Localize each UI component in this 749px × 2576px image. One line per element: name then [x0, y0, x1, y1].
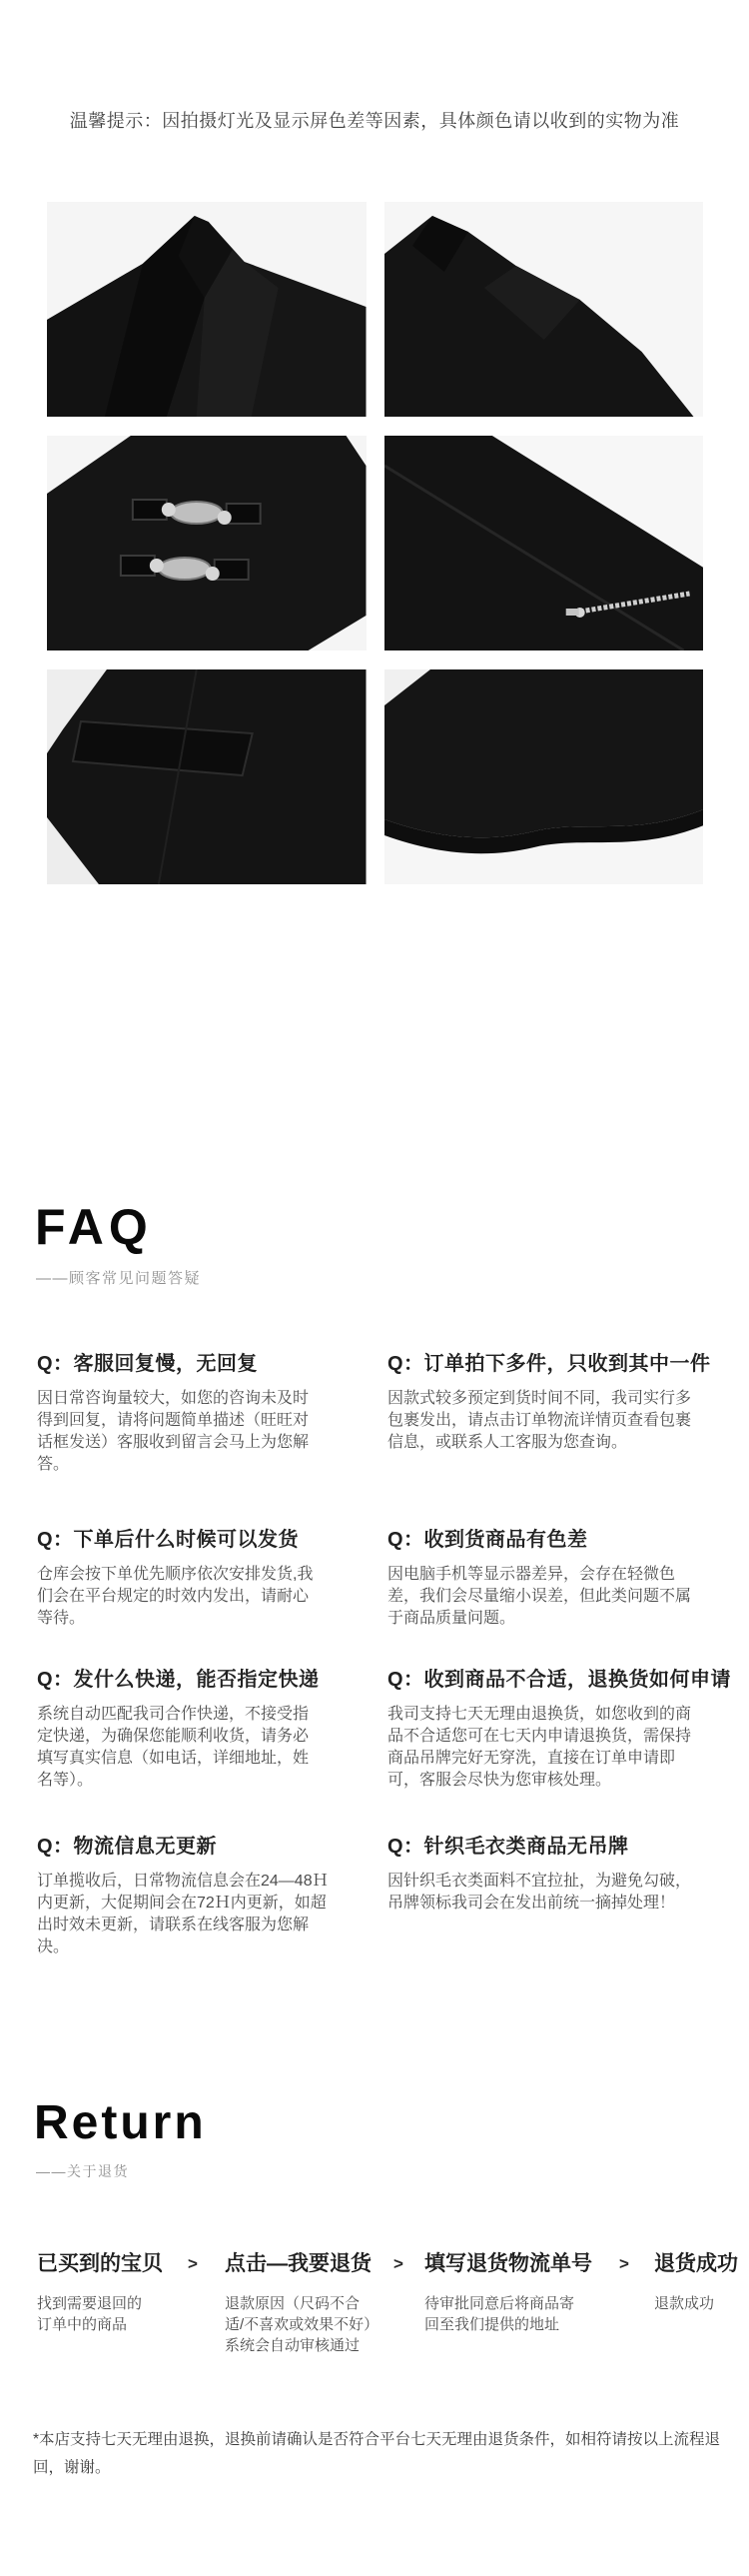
faq-answer: 因针织毛衣类面料不宜拉扯，为避免勾破，吊牌领标我司会在发出前统一摘掉处理！ — [387, 1873, 692, 1912]
faq-item — [387, 1351, 711, 1454]
product-photo-lapel-collar — [47, 202, 367, 417]
faq-item — [387, 1834, 697, 1915]
step-arrow-icon: > — [619, 2254, 629, 2273]
return-heading: Return — [34, 2096, 207, 2149]
faq-question: Q：客服回复慢，无回复 — [37, 1353, 259, 1375]
return-step-title: 点击—我要退货 — [225, 2252, 372, 2275]
faq-answer: 因电脑手机等显示器差异，会存在轻微色差，我们会尽量缩小误差，但此类问题不属于商品质量问题。 — [387, 1566, 692, 1627]
faq-item — [387, 1527, 697, 1630]
return-step-desc: 退款成功 — [654, 2295, 715, 2312]
return-step-title: 填写退货物流单号 — [424, 2252, 592, 2275]
step-arrow-icon: > — [393, 2254, 403, 2273]
product-photo-grid — [47, 202, 703, 884]
back-hem-illustration — [384, 669, 704, 884]
color-difference-notice: 温馨提示：因拍摄灯光及显示屏色差等因素，具体颜色请以收到的实物为准 — [69, 111, 680, 131]
metal-clasps-illustration — [47, 436, 367, 650]
faq-question: Q：物流信息无更新 — [37, 1836, 218, 1858]
faq-item — [387, 1667, 732, 1792]
faq-question: Q：收到商品不合适，退换货如何申请 — [387, 1669, 732, 1691]
product-photo-shoulder — [384, 202, 704, 417]
faq-item — [37, 1834, 337, 1958]
product-photo-back-hem — [384, 669, 704, 884]
return-step-2 — [225, 2251, 374, 2356]
pocket-flap-illustration — [47, 669, 367, 884]
faq-question: Q：针织毛衣类商品无吊牌 — [387, 1836, 629, 1858]
faq-answer: 我司支持七天无理由退换货，如您收到的商品不合适您可在七天内申请退换货，需保持商品吊牌完好无穿洗，直接在订单申请即可，客服会尽快为您审核处理。 — [387, 1706, 692, 1789]
return-step-4 — [654, 2251, 746, 2314]
step-arrow-icon: > — [188, 2254, 198, 2273]
return-step-3 — [424, 2251, 592, 2335]
product-photo-sleeve-zipper — [384, 436, 704, 650]
faq-question: Q：下单后什么时候可以发货 — [37, 1529, 300, 1551]
return-step-desc: 找到需要退回的订单中的商品 — [37, 2295, 143, 2333]
return-policy-note: *本店支持七天无理由退换，退换前请确认是否符合平台七天无理由退货条件，如相符请按以上流程退回，谢谢。 — [33, 2431, 721, 2476]
return-subtitle: ——关于退货 — [36, 2163, 129, 2179]
return-step-desc: 待审批同意后将商品寄回至我们提供的地址 — [424, 2295, 575, 2333]
sleeve-zipper-illustration — [384, 436, 704, 650]
faq-heading: FAQ — [35, 1199, 153, 1255]
faq-answer: 因日常咨询量较大，如您的咨询未及时得到回复，请将问题简单描述（旺旺对话框发送）客服收到留言会马上为您解答。 — [37, 1390, 310, 1473]
faq-item — [37, 1527, 322, 1630]
product-photo-metal-clasps — [47, 436, 367, 650]
faq-answer: 仓库会按下单优先顺序依次安排发货,我们会在平台规定的时效内发出，请耐心等待。 — [37, 1566, 314, 1627]
faq-answer: 系统自动匹配我司合作快递，不接受指定快递，为确保您能顺利收货，请务必填写真实信息（如电话，详细地址，姓名等）。 — [37, 1706, 310, 1789]
return-step-1 — [37, 2251, 163, 2335]
faq-item — [37, 1667, 322, 1792]
faq-question: Q：收到货商品有色差 — [387, 1529, 588, 1551]
return-step-title: 已买到的宝贝 — [37, 2252, 163, 2275]
shoulder-illustration — [384, 202, 704, 417]
faq-subtitle: ——顾客常见问题答疑 — [36, 1270, 202, 1287]
product-photo-pocket-flap — [47, 669, 367, 884]
return-step-title: 退货成功 — [654, 2252, 738, 2275]
faq-question: Q：发什么快递，能否指定快递 — [37, 1669, 320, 1691]
faq-answer: 因款式较多预定到货时间不同，我司实行多包裹发出，请点击订单物流详情页查看包裹信息，或联系人工客服为您查询。 — [387, 1390, 692, 1451]
return-step-desc: 退款原因（尺码不合适/不喜欢或效果不好）系统会自动审核通过 — [225, 2295, 372, 2354]
faq-question: Q：订单拍下多件，只收到其中一件 — [387, 1353, 711, 1375]
faq-item — [37, 1351, 322, 1476]
lapel-collar-illustration — [47, 202, 367, 417]
faq-answer: 订单揽收后，日常物流信息会在24—48Ｈ内更新，大促期间会在72Ｈ内更新，如超出时效未更新，请联系在线客服为您解决。 — [37, 1873, 329, 1955]
